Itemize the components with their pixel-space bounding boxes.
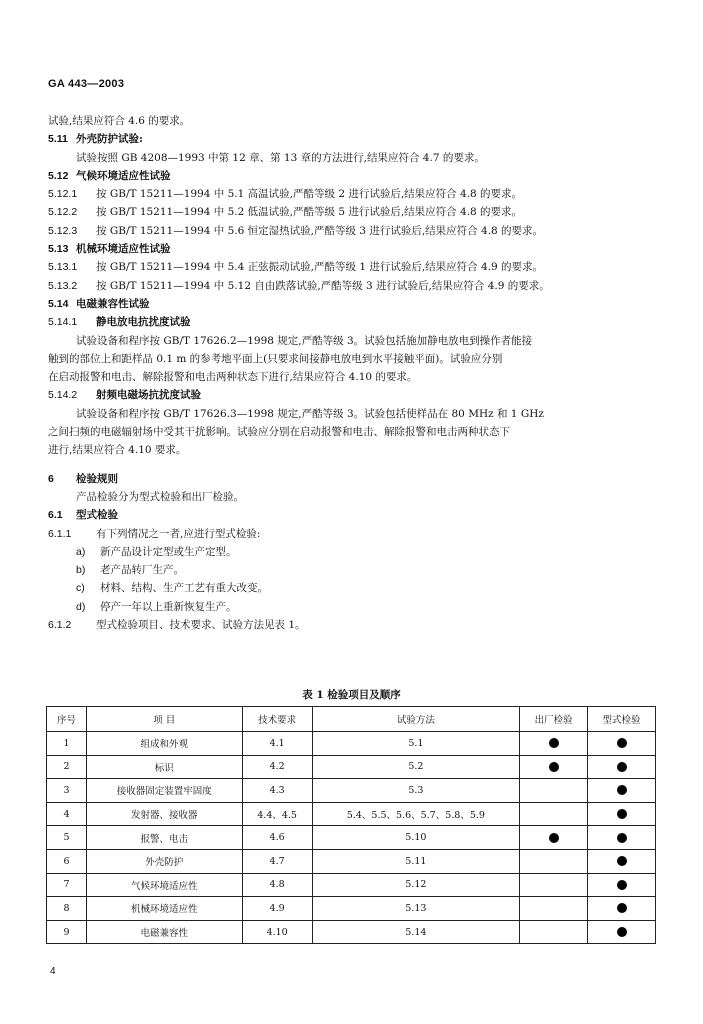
test-method: 5.11	[312, 849, 520, 873]
requirement: 4.4、4.5	[242, 802, 312, 826]
factory-inspection-cell	[520, 802, 588, 826]
type-inspection-cell	[588, 826, 656, 850]
filled-circle-icon	[617, 762, 627, 772]
section-number: 6	[48, 472, 54, 485]
row-number: 7	[47, 873, 87, 897]
filled-circle-icon	[617, 903, 627, 913]
paragraph-text: 检验规则	[76, 472, 118, 485]
row-number: 3	[47, 779, 87, 803]
paragraph-text: 按 GB/T 15211—1994 中 5.1 高温试验,严酷等级 2 进行试验后,结果应符合 4.8 的要求。	[96, 188, 523, 201]
row-number: 2	[47, 755, 87, 779]
item-name: 气候环境适应性	[86, 873, 242, 897]
text-line	[48, 598, 656, 616]
header-type-inspection: 型式检验	[588, 707, 656, 732]
item-name: 发射器、接收器	[86, 802, 242, 826]
filled-circle-icon	[617, 809, 627, 819]
text-line	[48, 488, 656, 506]
text-line	[48, 405, 656, 423]
item-name: 机械环境适应性	[86, 897, 242, 921]
factory-inspection-cell	[520, 755, 588, 779]
document-body	[48, 112, 656, 634]
table-row	[47, 732, 656, 756]
requirement: 4.9	[242, 897, 312, 921]
factory-inspection-cell	[520, 920, 588, 944]
filled-circle-icon	[617, 927, 627, 937]
paragraph-text: 试验设备和程序按 GB/T 17626.3—1998 规定,严酷等级 3。试验包括使样品在 80 MHz 和 1 GHz	[76, 407, 544, 420]
text-line	[48, 543, 656, 561]
paragraph-text: 试验设备和程序按 GB/T 17626.2—1998 规定,严酷等级 3。试验包括施加静电放电到操作者能接	[76, 334, 533, 347]
page-number: 4	[50, 966, 56, 977]
section-heading	[48, 506, 656, 524]
item-name: 接收器固定装置牢固度	[86, 779, 242, 803]
section-number: 5.14.1	[48, 316, 78, 329]
header-no: 序号	[47, 707, 87, 732]
table-row	[47, 755, 656, 779]
text-line	[48, 222, 656, 240]
paragraph-text: 按 GB/T 15211—1994 中 5.2 低温试验,严酷等级 5 进行试验后,结果应符合 4.8 的要求。	[96, 206, 523, 219]
item-name: 组成和外观	[86, 732, 242, 756]
table-row	[47, 873, 656, 897]
factory-inspection-cell	[520, 732, 588, 756]
table-caption: 表 1 检验项目及顺序	[302, 689, 401, 701]
text-line	[48, 579, 656, 597]
filled-circle-icon	[617, 880, 627, 890]
section-number: 5.12	[48, 169, 69, 182]
header-method: 试验方法	[312, 707, 520, 732]
row-number: 8	[47, 897, 87, 921]
paragraph-text: 机械环境适应性试验	[76, 243, 171, 256]
section-heading	[48, 386, 656, 404]
section-number: b)	[76, 564, 86, 577]
text-line	[48, 277, 656, 295]
section-number: 5.12.3	[48, 224, 78, 237]
requirement: 4.6	[242, 826, 312, 850]
section-number: 5.14.2	[48, 389, 78, 402]
item-name: 外壳防护	[86, 849, 242, 873]
test-method: 5.4、5.5、5.6、5.7、5.8、5.9	[312, 802, 520, 826]
paragraph-text: 外壳防护试验:	[76, 133, 143, 146]
paragraph-text: 试验,结果应符合 4.6 的要求。	[48, 115, 191, 127]
test-method: 5.3	[312, 779, 520, 803]
row-number: 4	[47, 802, 87, 826]
paragraph-text: 在启动报警和电击、解除报警和电击两种状态下进行,结果应符合 4.10 的要求。	[48, 371, 418, 384]
text-line	[48, 460, 656, 470]
item-name: 标识	[86, 755, 242, 779]
paragraph-text: 按 GB/T 15211—1994 中 5.6 恒定湿热试验,严酷等级 3 进行试验后,结果应符合 4.8 的要求。	[96, 224, 544, 237]
section-number: 5.13.2	[48, 279, 78, 292]
item-name: 电磁兼容性	[86, 920, 242, 944]
section-number: a)	[76, 545, 86, 558]
text-line	[48, 423, 656, 441]
text-line	[48, 258, 656, 276]
test-method: 5.14	[312, 920, 520, 944]
text-line	[48, 203, 656, 221]
paragraph-text: 触到的部位上和距样品 0.1 m 的参考地平面上(只要求间接静电放电到水平接触平面)。试验应分别	[48, 352, 503, 365]
table-row	[47, 826, 656, 850]
filled-circle-icon	[549, 738, 559, 748]
table-row	[47, 920, 656, 944]
header-requirement: 技术要求	[242, 707, 312, 732]
factory-inspection-cell	[520, 826, 588, 850]
test-method: 5.10	[312, 826, 520, 850]
paragraph-text: 产品检验分为型式检验和出厂检验。	[76, 490, 244, 503]
row-number: 5	[47, 826, 87, 850]
paragraph-text: 试验按照 GB 4208—1993 中第 12 章、第 13 章的方法进行,结果应符合 4.7 的要求。	[76, 151, 485, 164]
section-heading	[48, 240, 656, 258]
section-heading	[48, 130, 656, 148]
test-method: 5.2	[312, 755, 520, 779]
paragraph-text: 型式检验	[76, 509, 118, 522]
requirement: 4.10	[242, 920, 312, 944]
paragraph-text: 按 GB/T 15211—1994 中 5.12 自由跌落试验,严酷等级 3 进行试验后,结果应符合 4.9 的要求。	[96, 279, 550, 292]
paragraph-text: 进行,结果应符合 4.10 要求。	[48, 444, 187, 457]
requirement: 4.8	[242, 873, 312, 897]
section-number: 5.12.1	[48, 188, 78, 201]
factory-inspection-cell	[520, 873, 588, 897]
filled-circle-icon	[617, 833, 627, 843]
table-row	[47, 849, 656, 873]
item-name: 报警、电击	[86, 826, 242, 850]
section-heading	[48, 295, 656, 313]
section-number: 5.13	[48, 243, 69, 256]
section-number: d)	[76, 600, 86, 613]
requirement: 4.3	[242, 779, 312, 803]
section-number: 5.13.1	[48, 261, 78, 274]
text-line	[48, 525, 656, 543]
paragraph-text: 之间扫频的电磁辐射场中受其干扰影响。试验应分别在启动报警和电击、解除报警和电击两种状态下	[48, 426, 510, 439]
paragraph-text: 有下列情况之一者,应进行型式检验:	[96, 527, 261, 540]
table-row	[47, 802, 656, 826]
type-inspection-cell	[588, 732, 656, 756]
section-number: 6.1.2	[48, 619, 72, 632]
factory-inspection-cell	[520, 897, 588, 921]
table-row	[47, 897, 656, 921]
text-line	[48, 112, 656, 130]
type-inspection-cell	[588, 755, 656, 779]
inspection-table	[46, 706, 656, 944]
table-row	[47, 779, 656, 803]
factory-inspection-cell	[520, 779, 588, 803]
type-inspection-cell	[588, 920, 656, 944]
paragraph-text: 气候环境适应性试验	[76, 169, 171, 182]
filled-circle-icon	[617, 785, 627, 795]
table-body	[47, 732, 656, 944]
text-line	[48, 616, 656, 634]
section-number: 5.11	[48, 133, 68, 146]
text-line	[48, 441, 656, 459]
section-heading	[48, 167, 656, 185]
text-line	[48, 332, 656, 350]
paragraph-text: 按 GB/T 15211—1994 中 5.4 正弦振动试验,严酷等级 1 进行试验后,结果应符合 4.9 的要求。	[96, 261, 544, 274]
type-inspection-cell	[588, 897, 656, 921]
row-number: 1	[47, 732, 87, 756]
table-header-row	[47, 707, 656, 732]
requirement: 4.2	[242, 755, 312, 779]
paragraph-text: 电磁兼容性试验	[76, 297, 150, 310]
test-method: 5.13	[312, 897, 520, 921]
paragraph-text: 材料、结构、生产工艺有重大改变。	[100, 582, 268, 595]
paragraph-text: 型式检验项目、技术要求、试验方法见表 1。	[96, 619, 306, 632]
text-line	[48, 149, 656, 167]
type-inspection-cell	[588, 849, 656, 873]
section-number: c)	[76, 582, 85, 595]
row-number: 6	[47, 849, 87, 873]
requirement: 4.1	[242, 732, 312, 756]
section-heading	[48, 313, 656, 331]
test-method: 5.12	[312, 873, 520, 897]
text-line	[48, 561, 656, 579]
filled-circle-icon	[549, 833, 559, 843]
paragraph-text: 射频电磁场抗扰度试验	[96, 389, 201, 402]
filled-circle-icon	[617, 738, 627, 748]
paragraph-text: 静电放电抗扰度试验	[96, 316, 191, 329]
requirement: 4.7	[242, 849, 312, 873]
section-number: 5.14	[48, 297, 69, 310]
paragraph-text: 老产品转厂生产。	[100, 564, 184, 577]
filled-circle-icon	[617, 856, 627, 866]
header-factory-inspection: 出厂检验	[520, 707, 588, 732]
type-inspection-cell	[588, 873, 656, 897]
header-item: 项 目	[86, 707, 242, 732]
factory-inspection-cell	[520, 849, 588, 873]
text-line	[48, 185, 656, 203]
section-number: 5.12.2	[48, 206, 78, 219]
type-inspection-cell	[588, 802, 656, 826]
section-heading	[48, 470, 656, 488]
row-number: 9	[47, 920, 87, 944]
type-inspection-cell	[588, 779, 656, 803]
section-number: 6.1.1	[48, 527, 72, 540]
document-id: GA 443—2003	[48, 78, 125, 90]
test-method: 5.1	[312, 732, 520, 756]
paragraph-text: 停产一年以上重新恢复生产。	[100, 600, 237, 613]
paragraph-text: 新产品设计定型或生产定型。	[100, 545, 237, 558]
filled-circle-icon	[549, 762, 559, 772]
section-number: 6.1	[48, 509, 63, 522]
text-line	[48, 368, 656, 386]
text-line	[48, 350, 656, 368]
